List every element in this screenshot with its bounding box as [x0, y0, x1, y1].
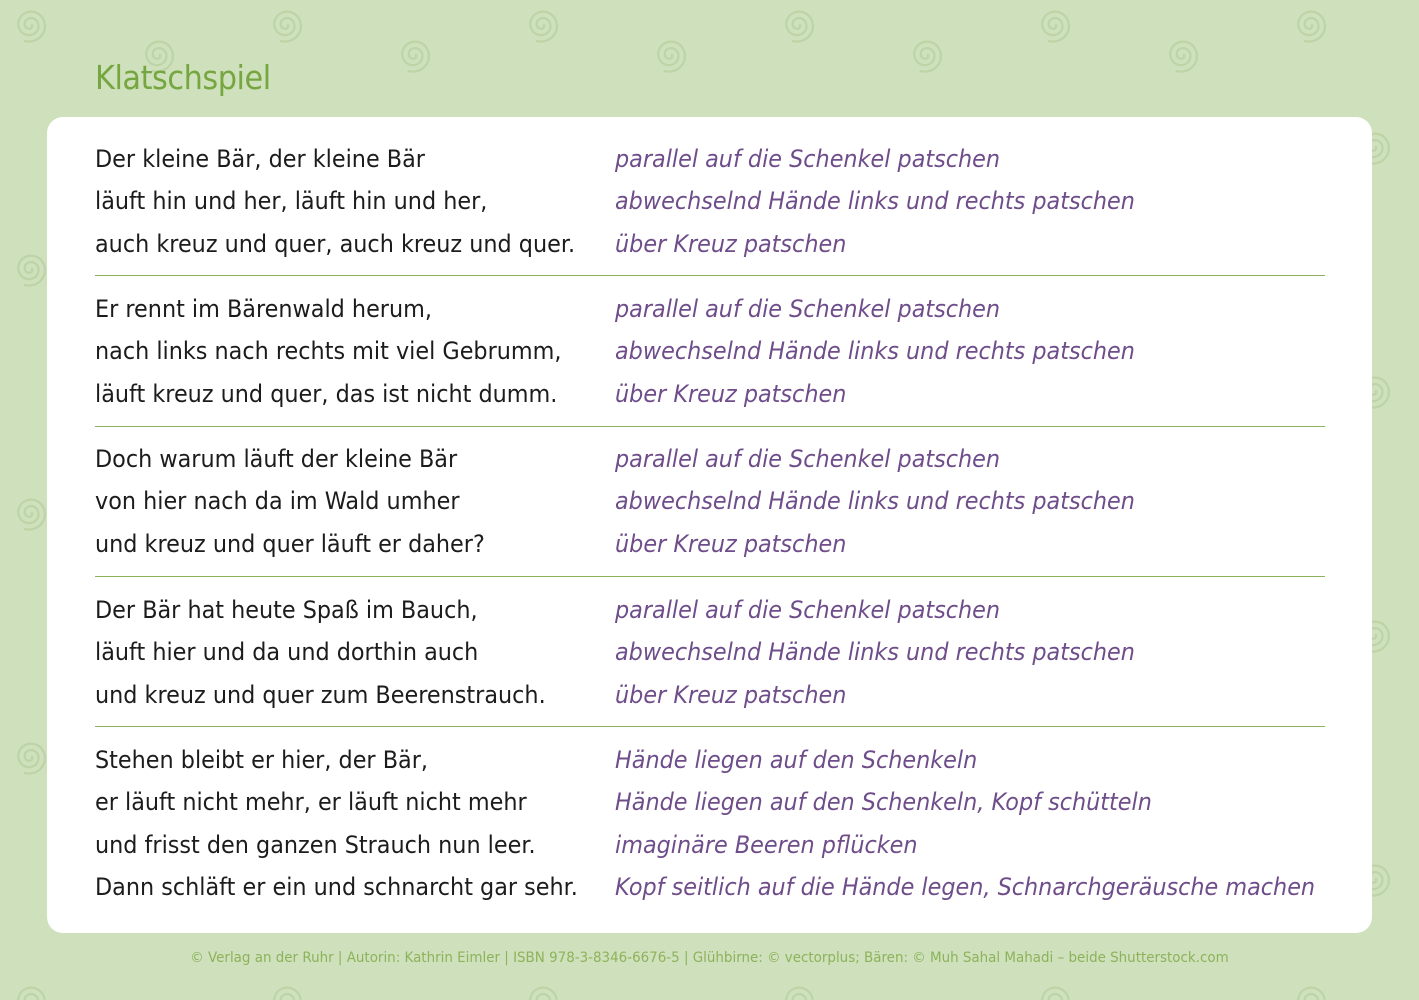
- stanza-line: [95, 782, 1325, 824]
- swirl-ornament: [18, 988, 45, 1000]
- action-instruction: über Kreuz patschen: [615, 229, 847, 258]
- stanza-line: [95, 481, 1325, 523]
- stanza-line: [95, 289, 1325, 331]
- swirl-ornament: [1298, 988, 1325, 1000]
- poem-card: [47, 117, 1372, 933]
- copyright-footer: © Verlag an der Ruhr | Autorin: Kathrin Eimler | ISBN 978-3-8346-6676-5 | Glühbirne: © vectorplus; Bären: © Muh Sahal Mahadi – beide Shutterstock.com: [190, 950, 1229, 966]
- stanza-line: [95, 374, 1325, 416]
- stanza-divider: [95, 726, 1325, 727]
- stanza-line: [95, 139, 1325, 181]
- verse-text: Er rennt im Bärenwald herum,: [95, 295, 432, 323]
- verse-text: von hier nach da im Wald umher: [95, 487, 460, 516]
- verse-text: läuft hier und da und dorthin auch: [95, 638, 479, 667]
- verse-text: Doch warum läuft der kleine Bär: [95, 445, 458, 473]
- stanza-line: [95, 224, 1325, 266]
- swirl-ornament: [1298, 12, 1325, 42]
- stanza-line: [95, 439, 1325, 481]
- verse-text: Stehen bleibt er hier, der Bär,: [95, 746, 428, 774]
- stanza: [95, 439, 1325, 566]
- stanza-divider: [95, 576, 1325, 577]
- action-instruction: imaginäre Beeren pflücken: [615, 830, 918, 859]
- action-instruction: über Kreuz patschen: [615, 529, 847, 558]
- verse-text: er läuft nicht mehr, er läuft nicht mehr: [95, 788, 527, 817]
- stanza: [95, 139, 1325, 266]
- stanza-line: [95, 331, 1325, 373]
- stanza-line: [95, 740, 1325, 782]
- action-instruction: abwechselnd Hände links und rechts patschen: [615, 638, 1135, 667]
- stanza-divider: [95, 426, 1325, 427]
- swirl-ornament: [274, 988, 301, 1000]
- stanza-line: [95, 867, 1325, 909]
- swirl-ornament: [18, 744, 45, 774]
- stanza-line: [95, 181, 1325, 223]
- verse-text: Dann schläft er ein und schnarcht gar sehr.: [95, 872, 578, 901]
- verse-text: und kreuz und quer läuft er daher?: [95, 529, 485, 558]
- verse-text: Der kleine Bär, der kleine Bär: [95, 145, 425, 173]
- action-instruction: parallel auf die Schenkel patschen: [615, 596, 1001, 624]
- verse-text: läuft kreuz und quer, das ist nicht dumm.: [95, 379, 558, 408]
- swirl-ornament: [530, 12, 557, 42]
- swirl-ornament: [530, 988, 557, 1000]
- swirl-ornament: [402, 42, 429, 72]
- page-title: Klatschspiel: [95, 58, 271, 97]
- swirl-ornament: [914, 42, 941, 72]
- swirl-ornament: [1170, 42, 1197, 72]
- stanza-line: [95, 524, 1325, 566]
- stanza-line: [95, 825, 1325, 867]
- action-instruction: abwechselnd Hände links und rechts patschen: [615, 487, 1135, 516]
- stanza: [95, 740, 1325, 909]
- action-instruction: parallel auf die Schenkel patschen: [615, 445, 1001, 473]
- action-instruction: Hände liegen auf den Schenkeln: [615, 746, 978, 774]
- action-instruction: abwechselnd Hände links und rechts patschen: [615, 187, 1135, 216]
- action-instruction: Kopf seitlich auf die Hände legen, Schnarchgeräusche machen: [615, 872, 1316, 901]
- action-instruction: abwechselnd Hände links und rechts patschen: [615, 337, 1135, 366]
- verse-text: nach links nach rechts mit viel Gebrumm,: [95, 337, 562, 366]
- verse-text: auch kreuz und quer, auch kreuz und quer.: [95, 229, 576, 258]
- action-instruction: parallel auf die Schenkel patschen: [615, 145, 1001, 173]
- swirl-ornament: [18, 256, 45, 286]
- action-instruction: über Kreuz patschen: [615, 680, 847, 709]
- stanza-line: [95, 632, 1325, 674]
- action-instruction: parallel auf die Schenkel patschen: [615, 295, 1001, 323]
- swirl-ornament: [786, 988, 813, 1000]
- swirl-ornament: [658, 42, 685, 72]
- action-instruction: Hände liegen auf den Schenkeln, Kopf schütteln: [615, 788, 1152, 817]
- stanza: [95, 289, 1325, 416]
- stanza-divider: [95, 275, 1325, 276]
- swirl-ornament: [18, 12, 45, 42]
- verse-text: läuft hin und her, läuft hin und her,: [95, 187, 488, 216]
- swirl-ornament: [18, 500, 45, 530]
- stanza-line: [95, 675, 1325, 717]
- action-instruction: über Kreuz patschen: [615, 379, 847, 408]
- verse-text: und frisst den ganzen Strauch nun leer.: [95, 830, 536, 859]
- stanza: [95, 590, 1325, 717]
- stanza-line: [95, 590, 1325, 632]
- swirl-ornament: [274, 12, 301, 42]
- swirl-ornament: [786, 12, 813, 42]
- verse-text: und kreuz und quer zum Beerenstrauch.: [95, 680, 546, 709]
- verse-text: Der Bär hat heute Spaß im Bauch,: [95, 596, 478, 624]
- swirl-ornament: [1042, 12, 1069, 42]
- swirl-ornament: [1042, 988, 1069, 1000]
